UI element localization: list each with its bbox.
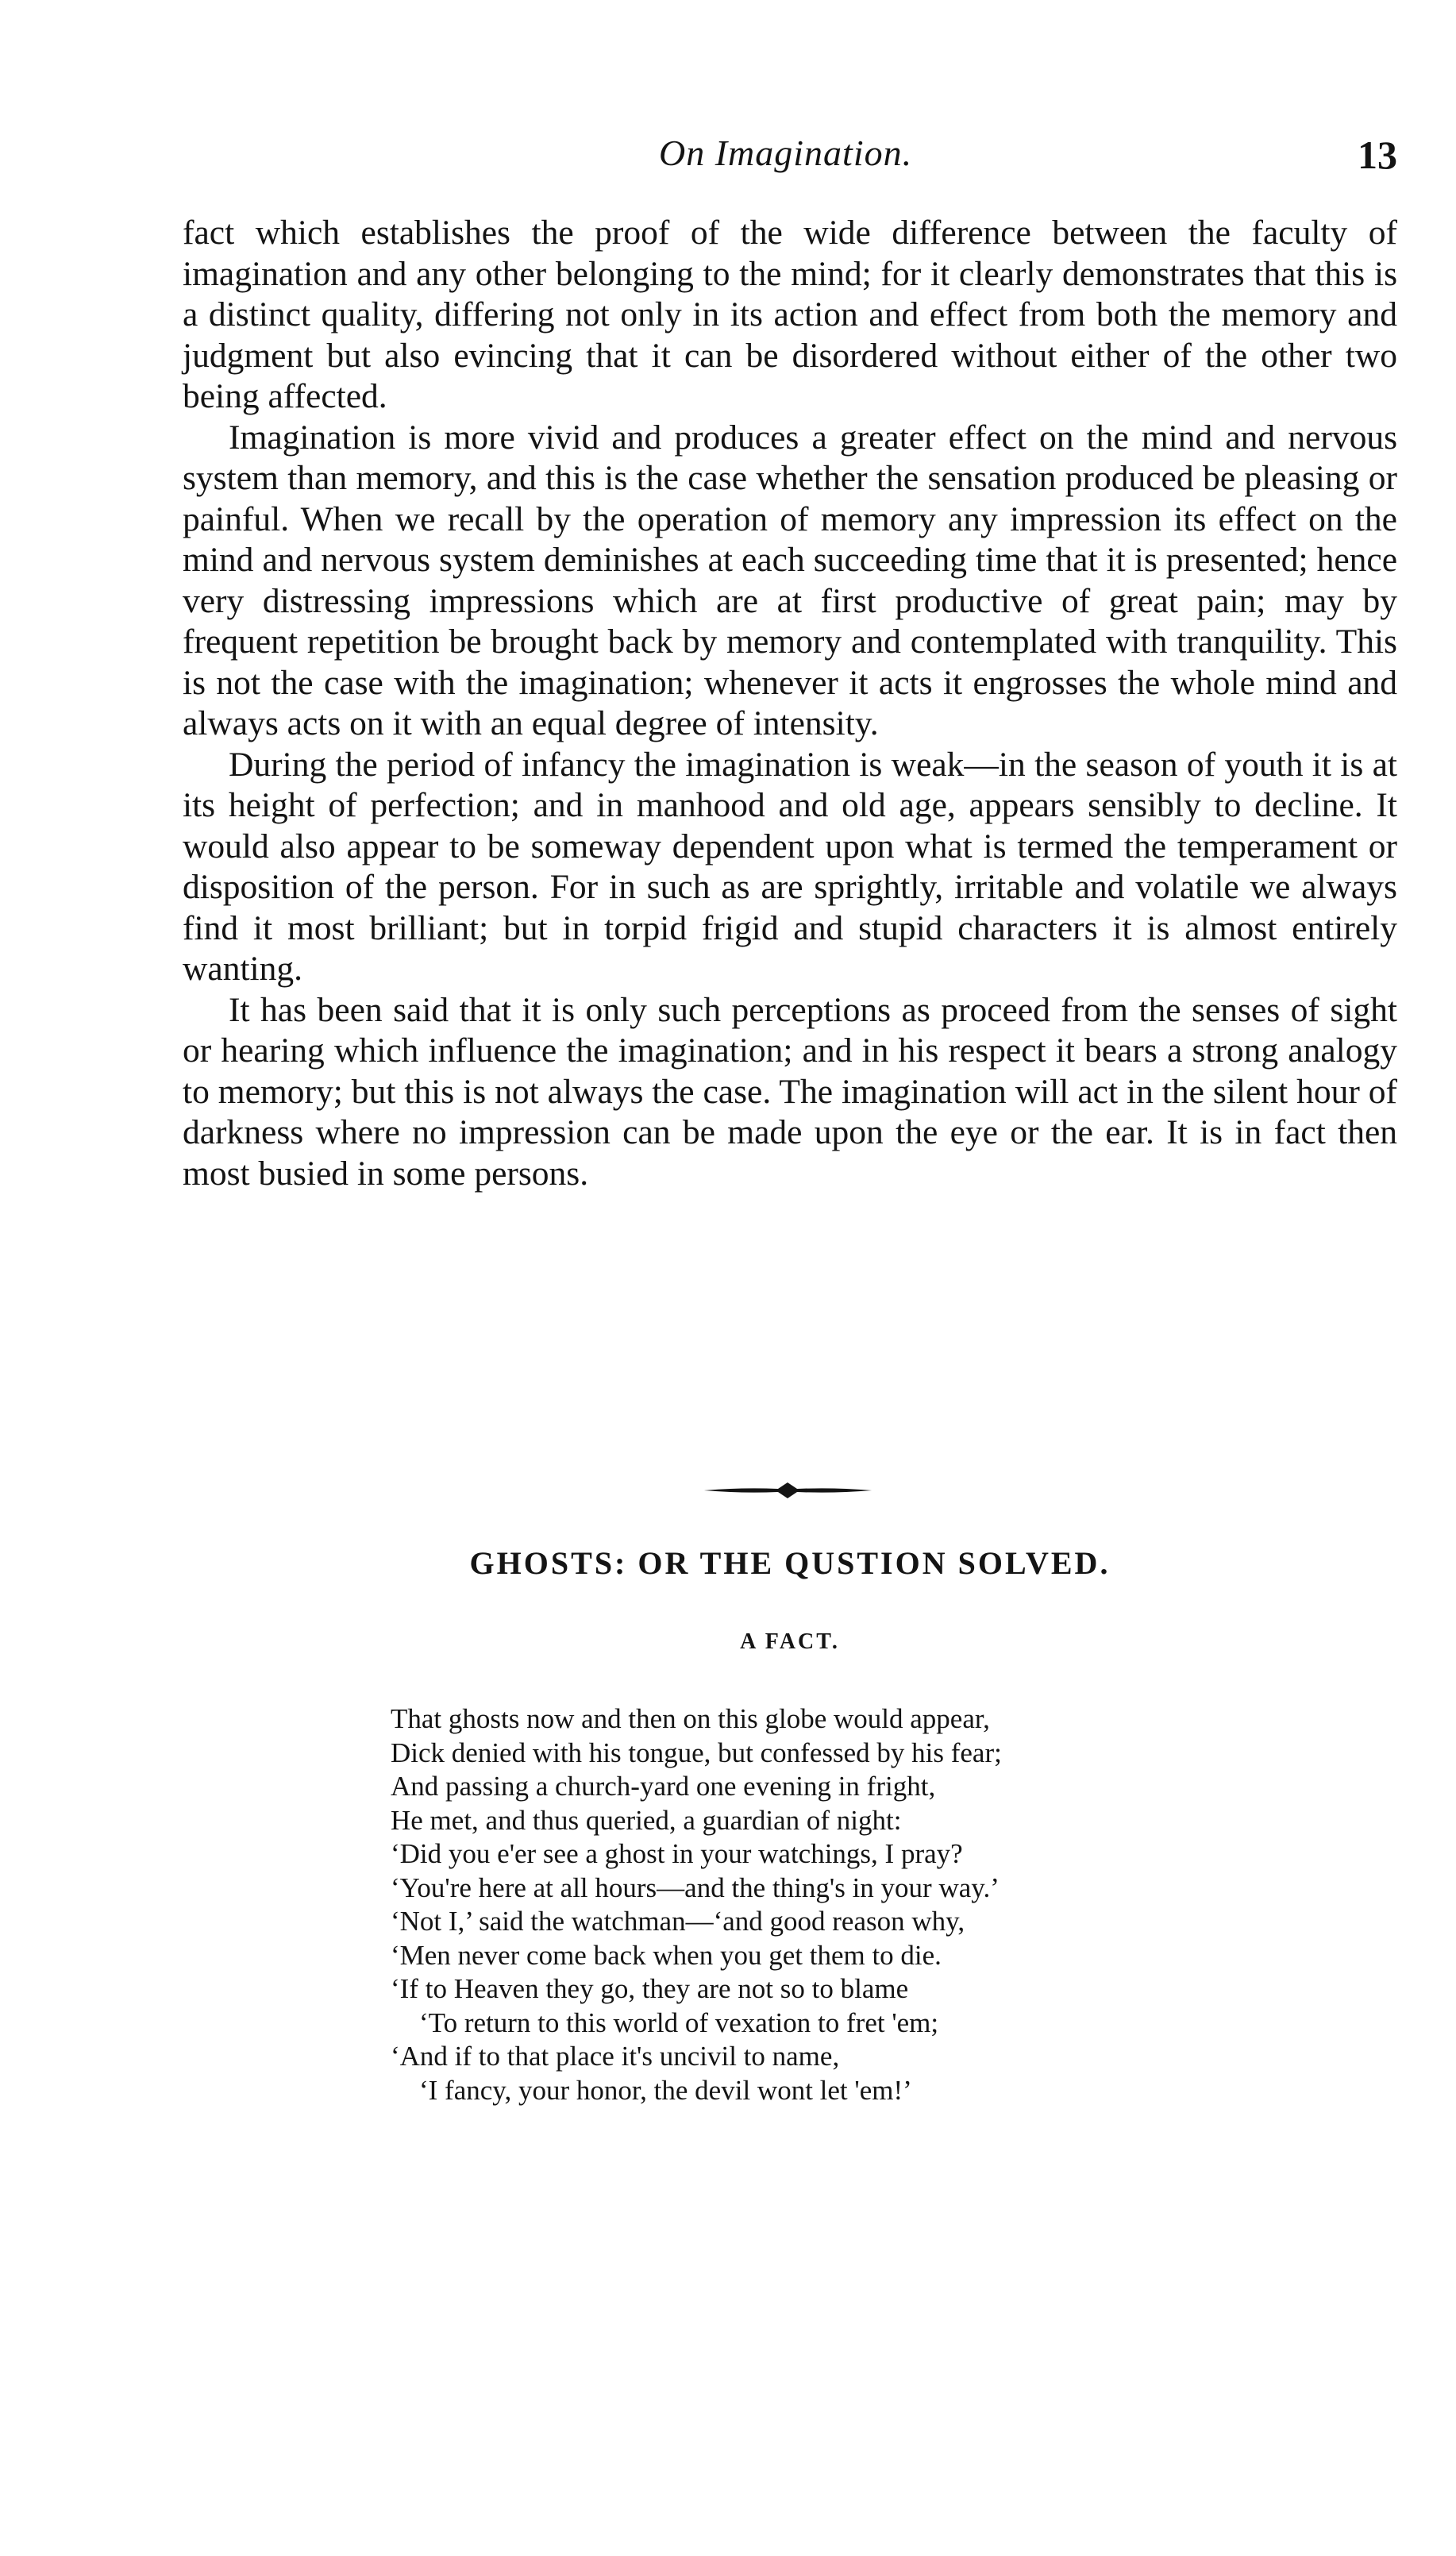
page-number: 13 xyxy=(1358,133,1397,177)
running-title: On Imagination. xyxy=(659,133,913,173)
poem-line: ‘You're here at all hours—and the thing's in your way.’ xyxy=(391,1872,1000,1903)
piece-title: GHOSTS: OR THE QUSTION SOLVED. xyxy=(469,1545,1111,1581)
paragraph-3: During the period of infancy the imagination is weak—in the season of youth it is at its height of perfection; and in manhood and old age, appears sensibly to decline. It would also appear to be someway dependent upon what is termed the temperament or disposition of the person. For in such as are sprightly, irritable and volatile we always find it most brilliant; but in torpid frigid and stupid characters it is almost entirely wanting. xyxy=(183,745,1397,988)
poem xyxy=(391,1702,1288,2107)
rule-ornament-icon xyxy=(703,1480,873,1501)
poem-line: Dick denied with his tongue, but confessed by his fear; xyxy=(391,1737,1002,1768)
poem-line: ‘Men never come back when you get them to die. xyxy=(391,1939,942,1971)
poem-line: And passing a church-yard one evening in fright, xyxy=(391,1771,936,1802)
piece-subtitle: A FACT. xyxy=(740,1629,840,1654)
paragraph-4: It has been said that it is only such perceptions as proceed from the senses of sight or hearing which influence the imagination; and in his respect it bears a strong analogy to memory; but this is not always the case. The imagination will act in the silent hour of darkness where no impression can be made upon the eye or the ear. It is in fact then most busied in some persons. xyxy=(183,990,1397,1193)
paragraph-2: Imagination is more vivid and produces a greater effect on the mind and nervous system than memory, and this is the case whether the sensation produced be pleasing or painful. When we recall by the operation of memory any impression its effect on the mind and nervous system deminishes at each succeeding time that it is presented; hence very distressing impressions which are at first productive of great pain; may by frequent repetition be brought back by memory and contemplated with tranquility. This is not the case with the imagination; whenever it acts it engrosses the whole mind and always acts on it with an equal degree of intensity. xyxy=(183,418,1397,742)
running-head xyxy=(183,132,1397,187)
poem-line: ‘If to Heaven they go, they are not so to blame xyxy=(391,1973,909,2004)
poem-line: ‘I fancy, your honor, the devil wont let 'em!’ xyxy=(419,2074,912,2106)
poem-line: He met, and thus queried, a guardian of night: xyxy=(391,1804,902,1836)
poem-line: That ghosts now and then on this globe would appear, xyxy=(391,1703,990,1734)
essay-body xyxy=(183,213,1397,1194)
poem-line: ‘Did you e'er see a ghost in your watchings, I pray? xyxy=(391,1838,963,1869)
paragraph-1: fact which establishes the proof of the wide difference between the faculty of imagination and any other belonging to the mind; for it clearly demonstrates that this is a distinct quality, differing not only in its action and effect from both the memory and judgment but also evincing that it can be disordered without either of the other two being affected. xyxy=(183,214,1397,415)
poem-line: ‘And if to that place it's uncivil to name, xyxy=(391,2041,840,2072)
poem-line: ‘To return to this world of vexation to fret 'em; xyxy=(419,2007,939,2038)
poem-line: ‘Not I,’ said the watchman—‘and good reason why, xyxy=(391,1906,965,1937)
